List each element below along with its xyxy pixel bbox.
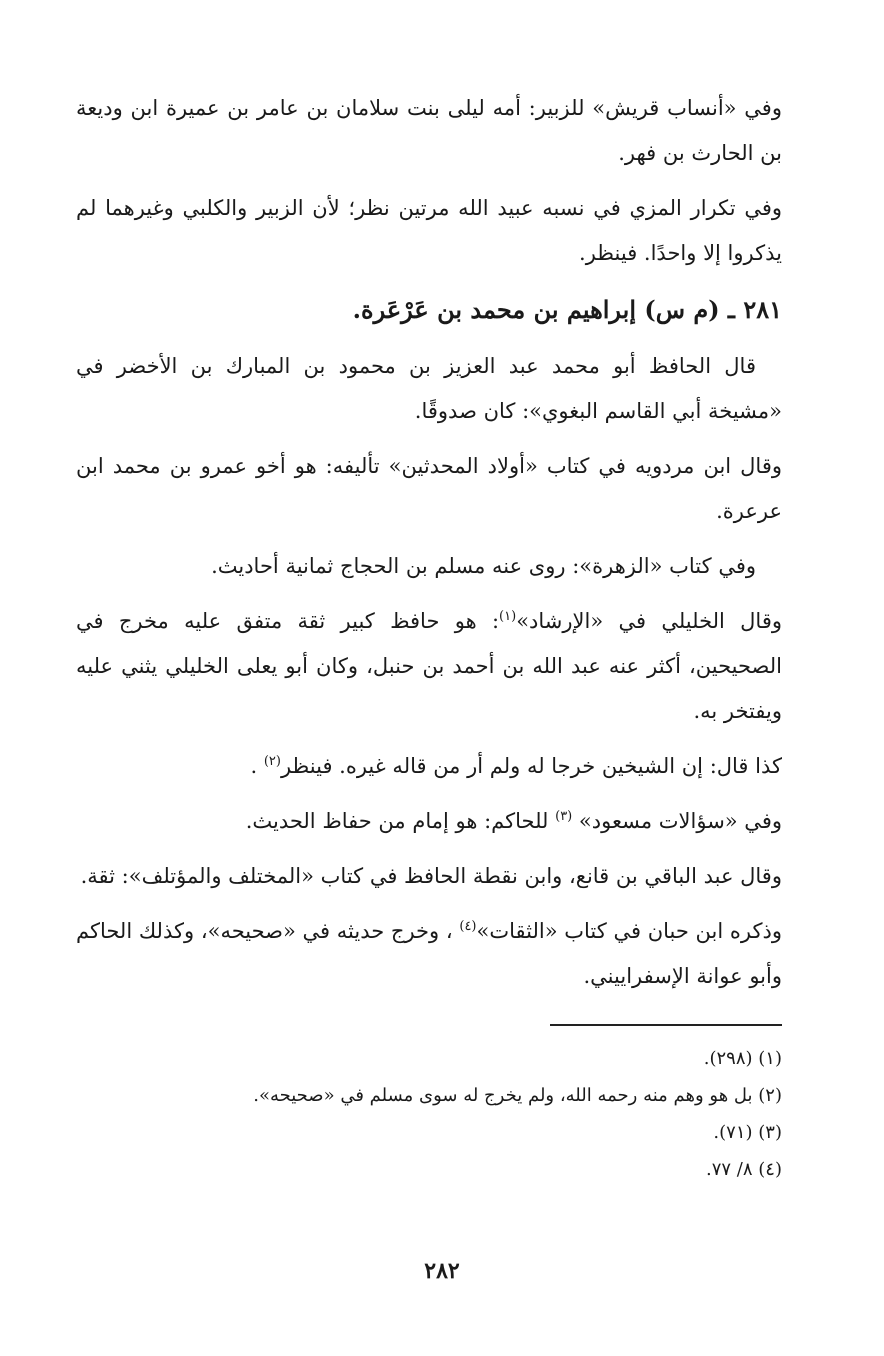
paragraph-2: وفي تكرار المزي في نسبه عبيد الله مرتين نظر؛ لأن الزبير والكلبي وغيرهما لم يذكروا إلا واحدًا. فينظر. xyxy=(76,196,782,265)
paragraph-7-end: . xyxy=(250,754,264,778)
paragraph-10-end: ، وخرج حديثه في «صحيحه»، وكذلك الحاكم وأبو عوانة الإسفراييني. xyxy=(76,919,782,988)
paragraph-1: وفي «أنساب قريش» للزبير: أمه ليلى بنت سلامان بن عامر بن عميرة ابن وديعة بن الحارث بن فهر. xyxy=(76,96,782,165)
footnote-ref-4: (٤) xyxy=(459,919,477,934)
paragraph-6-start: وقال الخليلي في «الإرشاد» xyxy=(516,609,782,633)
paragraph-8 xyxy=(76,799,782,844)
footnote-4: (٤) ٨/ ٧٧. xyxy=(706,1159,782,1180)
paragraph-10 xyxy=(76,909,782,999)
footnote-ref-2: (٢) xyxy=(263,754,281,769)
paragraph-3: قال الحافظ أبو محمد عبد العزيز بن محمود بن المبارك بن الأخضر في «مشيخة أبي القاسم البغوي»: كان صدوقًا. xyxy=(76,354,782,423)
footnote-3: (٣) (٧١). xyxy=(713,1122,782,1143)
paragraph-9: وقال عبد الباقي بن قانع، وابن نقطة الحافظ في كتاب «المختلف والمؤتلف»: ثقة. xyxy=(80,864,782,888)
page-body xyxy=(76,86,782,1009)
paragraph-6 xyxy=(76,599,782,734)
footnote-divider xyxy=(550,1024,782,1026)
paragraph-5: وفي كتاب «الزهرة»: روى عنه مسلم بن الحجاج ثمانية أحاديث. xyxy=(211,554,756,578)
page-number: ٢٨٢ xyxy=(424,1258,460,1284)
paragraph-7 xyxy=(76,744,782,789)
paragraph-8-end: للحاكم: هو إمام من حفاظ الحديث. xyxy=(245,809,556,833)
footnote-ref-1: (١) xyxy=(499,609,517,624)
paragraph-8-start: وفي «سؤالات مسعود» xyxy=(572,809,782,833)
paragraph-10-start: وذكره ابن حبان في كتاب «الثقات» xyxy=(476,919,782,943)
footnotes xyxy=(102,1040,782,1188)
footnote-ref-3: (٣) xyxy=(555,809,573,824)
paragraph-4: وقال ابن مردويه في كتاب «أولاد المحدثين» تأليفه: هو أخو عمرو بن محمد ابن عرعرة. xyxy=(76,454,782,523)
footnote-1: (١) (٢٩٨). xyxy=(703,1048,782,1069)
entry-heading: ٢٨١ ـ (م س) إبراهيم بن محمد بن عَرْعَرة. xyxy=(352,295,782,324)
footnote-2: (٢) بل هو وهم منه رحمه الله، ولم يخرج له سوى مسلم في «صحيحه». xyxy=(253,1085,782,1106)
paragraph-7-start: كذا قال: إن الشيخين خرجا له ولم أر من قاله غيره. فينظر xyxy=(280,754,782,778)
paragraph-6-end: : هو حافظ كبير ثقة متفق عليه مخرج في الصحيحين، أكثر عنه عبد الله بن أحمد بن حنبل، وكان أبو يعلى الخليلي يثني عليه ويفتخر به. xyxy=(76,609,782,723)
